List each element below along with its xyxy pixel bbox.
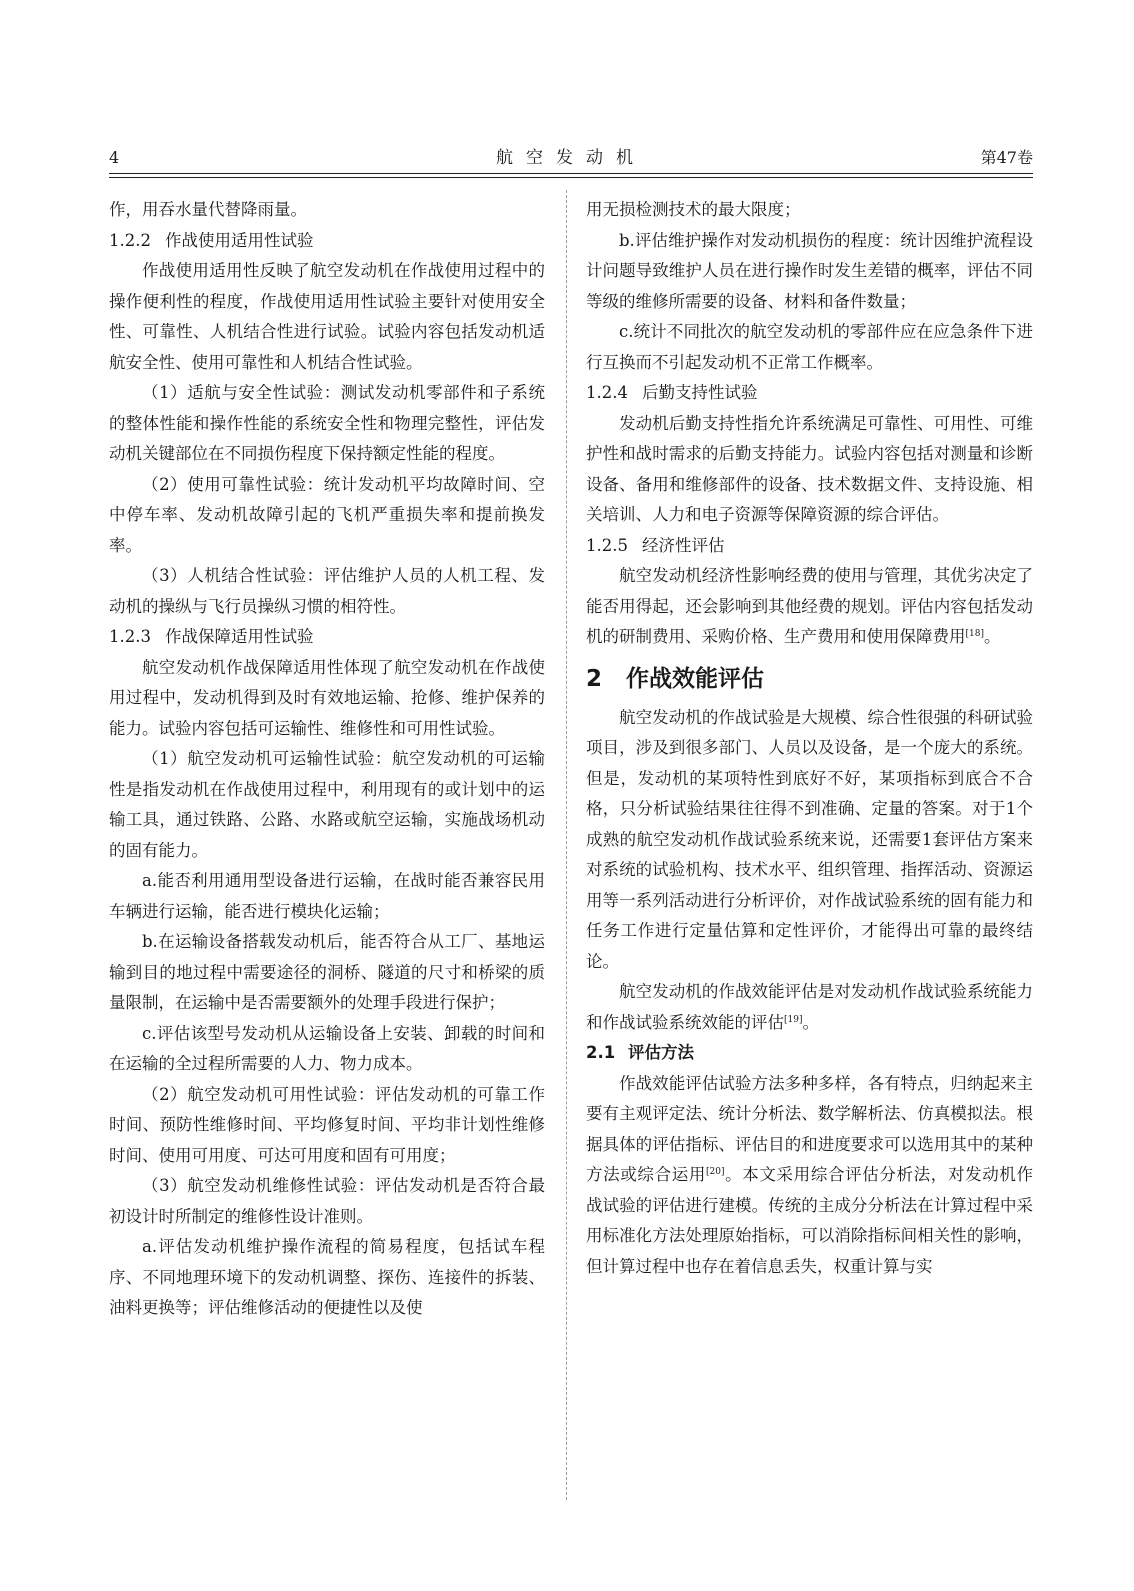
section-title: 作战保障适用性试验	[165, 627, 314, 646]
paragraph: （3）人机结合性试验：评估维护人员的人机工程、发动机的操纵与飞行员操纵习惯的相符性。	[109, 566, 545, 616]
header-rule-thick	[109, 173, 1033, 174]
paragraph: b.在运输设备搭载发动机后，能否符合从工厂、基地运输到目的地过程中需要途径的洞桥、隧道的尺寸和桥梁的质量限制，在运输中是否需要额外的处理手段进行保护；	[109, 932, 545, 1012]
section-number: 2	[586, 665, 603, 692]
section-number: 1.2.4	[586, 383, 628, 402]
paragraph: （1）适航与安全性试验：测试发动机零部件和子系统的整体性能和操作性能的系统安全性和物理完整性，评估发动机关键部位在不同损伤程度下保持额定性能的程度。	[109, 383, 545, 463]
section-heading-2	[586, 659, 1033, 699]
header-rule-thin	[109, 177, 1033, 178]
section-number: 1.2.5	[586, 535, 628, 555]
citation-ref: [19]	[784, 1014, 803, 1025]
paragraph	[586, 977, 1033, 1038]
paragraph: 航空发动机作战保障适用性体现了航空发动机在作战使用过程中，发动机得到及时有效地运输、抢修、维护保养的能力。试验内容包括可运输性、维修性和可用性试验。	[109, 657, 545, 738]
section-title: 作战效能评估	[626, 665, 764, 692]
paragraph: a.评估发动机维护操作流程的简易程度，包括试车程序、不同地理环境下的发动机调整、探伤、连接件的拆装、油料更换等；评估维修活动的便捷性以及使	[109, 1237, 545, 1317]
section-heading-2-1	[586, 1038, 1033, 1069]
subsection-heading-1-2-5	[586, 531, 1033, 562]
section-number: 2.1	[586, 1043, 616, 1062]
paragraph: 用无损检测技术的最大限度；	[586, 200, 801, 219]
subsection-heading-1-2-3	[109, 622, 545, 653]
left-column	[109, 195, 545, 1324]
paragraph: （2）航空发动机可用性试验：评估发动机的可靠工作时间、预防性维修时间、平均修复时间、平均非计划性维修时间、使用可用度、可达可用度和固有可用度；	[109, 1084, 545, 1165]
right-column	[586, 195, 1033, 1282]
section-title: 作战使用适用性试验	[165, 230, 314, 250]
section-title: 经济性评估	[642, 535, 725, 555]
column-divider	[566, 190, 567, 1500]
section-title: 评估方法	[628, 1043, 694, 1062]
page-number: 4	[109, 148, 120, 167]
paragraph: 作战使用适用性反映了航空发动机在作战使用过程中的操作便利性的程度，作战使用适用性试验主要针对使用安全性、可靠性、人机结合性进行试验。试验内容包括发动机适航安全性、使用可靠性和人机结合性试验。	[109, 261, 545, 372]
paragraph: 发动机后勤支持性指允许系统满足可靠性、可用性、可维护性和战时需求的后勤支持能力。试验内容包括对测量和诊断设备、备用和维修部件的设备、技术数据文件、支持设施、相关培训、人力和电子资源等保障资源的综合评估。	[586, 413, 1033, 524]
running-header	[109, 145, 1033, 171]
volume-label: 第47卷	[980, 148, 1033, 167]
paragraph: （2）使用可靠性试验：统计发动机平均故障时间、空中停车率、发动机故障引起的飞机严重损失率和提前换发率。	[109, 474, 545, 555]
paragraph: （1）航空发动机可运输性试验：航空发动机的可运输性是指发动机在作战使用过程中，利用现有的或计划中的运输工具，通过铁路、公路、水路或航空运输，实施战场机动的固有能力。	[109, 749, 545, 860]
section-title: 后勤支持性试验	[642, 383, 758, 402]
section-number: 1.2.3	[109, 627, 151, 646]
citation-ref: [18]	[965, 629, 984, 639]
paragraph-text: 。	[802, 1012, 819, 1032]
citation-ref: [20]	[705, 1167, 725, 1177]
paragraph-text: 航空发动机的作战效能评估是对发动机作战试验系统能力和作战试验系统效能的评估	[586, 982, 1033, 1032]
paragraph	[586, 1069, 1033, 1283]
paragraph-text: 。	[983, 627, 1001, 646]
paragraph: a.能否利用通用型设备进行运输，在战时能否兼容民用车辆进行运输，能否进行模块化运输；	[109, 871, 545, 921]
paragraph-text: 航空发动机经济性影响经费的使用与管理，其优劣决定了能否用得起，还会影响到其他经费的规划。评估内容包括发动机的研制费用、采购价格、生产费用和使用保障费用	[586, 566, 1033, 646]
paragraph-text: 作战效能评估试验方法多种多样，各有特点，归纳起来主要有主观评定法、统计分析法、数学解析法、仿真模拟法。根据具体的评估指标、评估目的和进度要求可以选用其中的某种方法或综合运用	[586, 1073, 1033, 1184]
section-number: 1.2.2	[109, 230, 151, 250]
paragraph: （3）航空发动机维修性试验：评估发动机是否符合最初设计时所制定的维修性设计准则。	[109, 1176, 545, 1226]
paragraph: b.评估维护操作对发动机损伤的程度：统计因维护流程设计问题导致维护人员在进行操作时发生差错的概率，评估不同等级的维修所需要的设备、材料和备件数量；	[586, 230, 1033, 311]
paragraph-text: 。本文采用综合评估分析法，对发动机作战试验的评估进行建模。传统的主成分分析法在计算过程中采用标准化方法处理原始指标，可以消除指标间相关性的影响，但计算过程中也存在着信息丢失，权重计算与实	[586, 1165, 1033, 1276]
paragraph: c.统计不同批次的航空发动机的零部件应在应急条件下进行互换而不引起发动机不正常工作概率。	[586, 322, 1033, 372]
subsection-heading-1-2-2	[109, 226, 545, 257]
paragraph: c.评估该型号发动机从运输设备上安装、卸载的时间和在运输的全过程所需要的人力、物力成本。	[109, 1023, 545, 1073]
subsection-heading-1-2-4	[586, 378, 1033, 409]
paragraph	[586, 561, 1033, 653]
journal-title: 航空发动机	[496, 148, 646, 168]
paragraph: 作，用吞水量代替降雨量。	[109, 200, 307, 219]
paragraph: 航空发动机的作战试验是大规模、综合性很强的科研试验项目，涉及到很多部门、人员以及设备，是一个庞大的系统。但是，发动机的某项特性到底好不好，某项指标到底合不合格，只分析试验结果往往得不到准确、定量的答案。对于1个成熟的航空发动机作战试验系统来说，还需要1套评估方案来对系统的试验机构、技术水平、组织管理、指挥活动、资源运用等一系列活动进行分析评价，对作战试验系统的固有能力和任务工作进行定量估算和定性评价，才能得出可靠的最终结论。	[586, 707, 1033, 971]
